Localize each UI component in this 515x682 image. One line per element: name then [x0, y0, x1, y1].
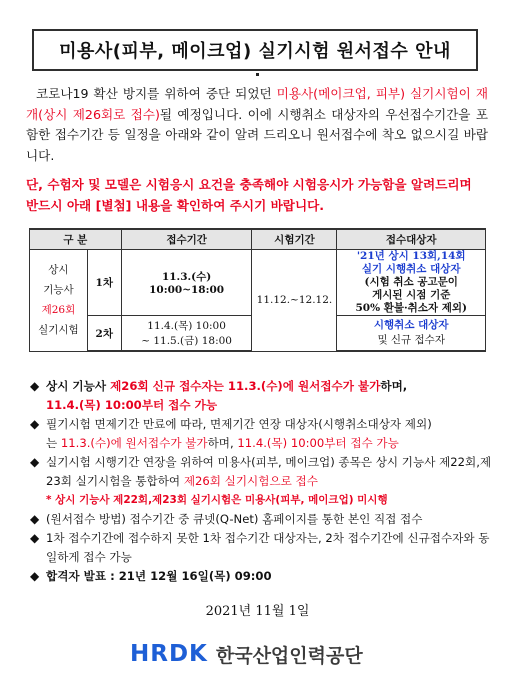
intro-highlight: 미용사(메이크업, 피부) 실기시험이 재개(상시 제26회로 접수)	[26, 86, 488, 122]
logo-mark: HRDK	[130, 641, 208, 667]
bullet-item: ◆ 실기시험 시행기간 연장을 위하여 미용사(피부, 메이크업) 종목은 상시 기능사 제22회,제23회 실기시험을 통합하여 제26회 실기시험으로 접수	[30, 455, 492, 488]
header-target: 접수대상자	[337, 229, 486, 250]
decorative-dot	[256, 73, 259, 76]
diamond-icon: ◆	[30, 455, 40, 469]
notice-date: 2021년 11월 1일	[205, 604, 310, 619]
period-2: 11.4.(목) 10:00 ~ 11.5.(금) 18:00	[121, 316, 252, 352]
category-cell: 상시 기능사 제26회 실기시험	[30, 250, 88, 352]
diamond-icon: ◆	[30, 531, 40, 545]
target-1: '21년 상시 13회,14회 실기 시행취소 대상자 (시험 취소 공고문이 게시된 시점 기준 50% 환불·취소자 제외)	[337, 250, 486, 316]
period-1: 11.3.(수) 10:00~18:00	[121, 250, 252, 316]
round-1: 1차	[87, 250, 121, 316]
bullet-item: ◆ 필기시험 면제기간 만료에 따라, 면제기간 연장 대상자(시행취소대상자 제외) 는 11.3.(수)에 원서접수가 불가하며, 11.4.(목) 10:00부터 접수 가능	[30, 417, 432, 450]
bullet-list	[28, 377, 498, 586]
intro-paragraph	[26, 84, 488, 166]
bullet-item: ◆ (원서접수 방법) 접수기간 중 큐넷(Q-Net) 홈페이지를 통한 본인 직접 접수	[28, 510, 498, 529]
diamond-icon: ◆	[30, 569, 40, 583]
bullet-item: ◆ 상시 기능사 제26회 신규 접수자는 11.3.(수)에 원서접수가 불가하며, 11.4.(목) 10:00부터 접수 가능	[30, 379, 408, 412]
warning-text: 단, 수험자 및 모델은 시험응시 요건을 충족해야 시험응시가 가능함을 알려드리며 반드시 아래 [별첨] 내용을 확인하여 주시기 바랍니다.	[26, 177, 472, 213]
hrdk-logo	[130, 641, 363, 667]
bullet-item: ◆ 1차 접수기간에 접수하지 못한 1차 접수기간 대상자는, 2차 접수기간에 신규접수자와 동일하게 접수 가능	[30, 531, 490, 564]
diamond-icon: ◆	[30, 512, 40, 526]
table-row	[30, 250, 486, 316]
header-exam-period: 시험기간	[252, 229, 337, 250]
round-2: 2차	[87, 316, 121, 352]
intro-text: 코로나19 확산 방지를 위하여 중단 되었던	[36, 86, 277, 101]
bullet-item: ◆ 합격자 발표 : 21년 12월 16일(목) 09:00	[28, 567, 498, 586]
exam-period: 11.12.~12.12.	[252, 250, 337, 352]
target-2: 시행취소 대상자 및 신규 접수자	[337, 316, 486, 352]
diamond-icon: ◆	[30, 379, 40, 393]
schedule-table	[29, 228, 486, 352]
page-title: 미용사(피부, 메이크업) 실기시험 원서접수 안내	[32, 29, 478, 71]
table-header-row	[30, 229, 486, 250]
intro-text-rest: 될 예정입니다. 이에 시행취소 대상자의 우선접수기간을 포함한 접수기간 등 일정을 아래와 같이 알려 드리오니 원서접수에 착오 없으시길 바랍니다.	[26, 106, 488, 163]
header-period: 접수기간	[121, 229, 252, 250]
logo-org-name: 한국산업인력공단	[215, 644, 363, 667]
diamond-icon: ◆	[30, 417, 40, 431]
bullet-note: * 상시 기능사 제22회,제23회 실기시험은 미용사(피부, 메이크업) 미시행	[46, 494, 388, 506]
header-category: 구 분	[30, 229, 122, 250]
